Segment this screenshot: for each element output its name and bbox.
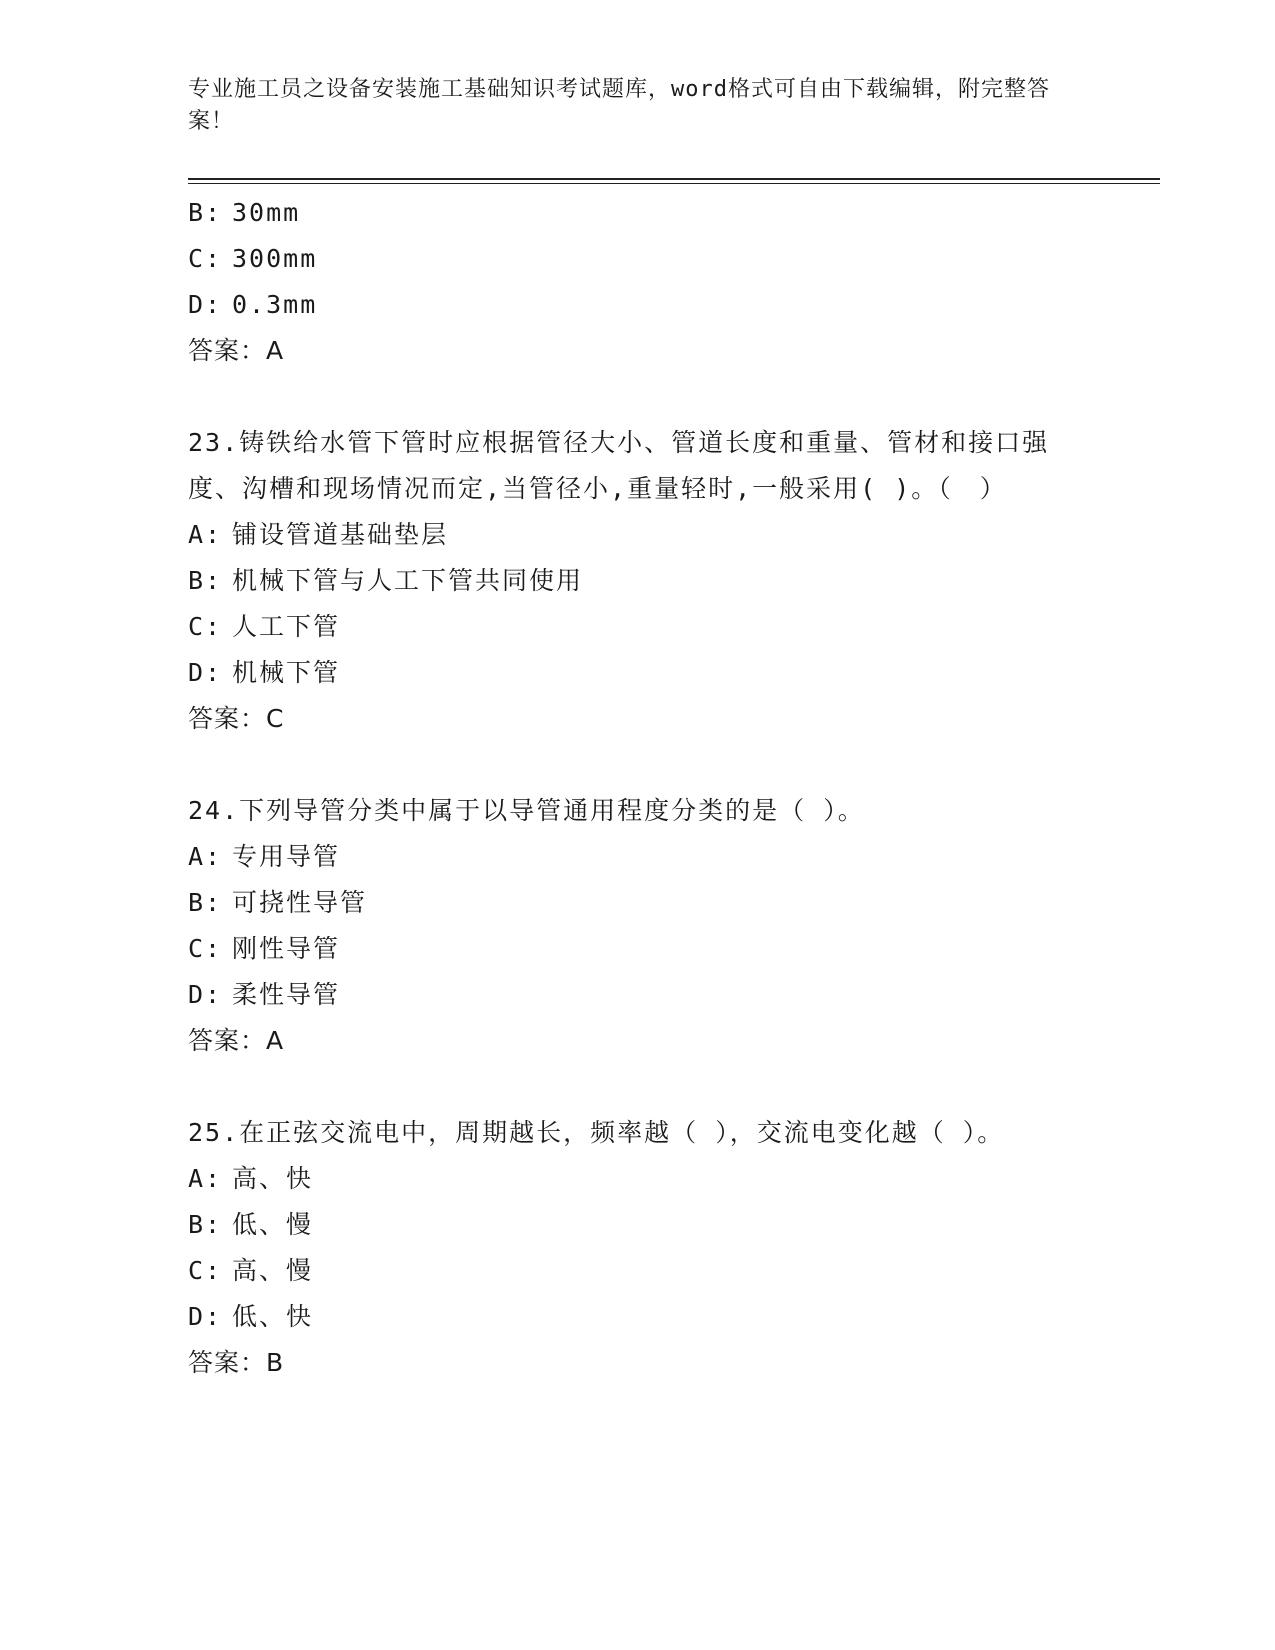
prev-question-block	[188, 190, 1088, 374]
question-list	[188, 190, 1088, 1386]
option-b: B: 30mm	[188, 198, 301, 227]
option-c: C: 高、慢	[188, 1256, 314, 1285]
question-stem: 24.下列导管分类中属于以导管通用程度分类的是（ ）。	[188, 796, 865, 825]
question-block-25	[188, 1110, 1088, 1386]
page-header: 专业施工员之设备安装施工基础知识考试题库，word格式可自由下载编辑，附完整答案！	[188, 77, 1050, 134]
header-divider	[188, 178, 1160, 180]
option-b: B: 低、慢	[188, 1210, 314, 1239]
option-a: A: 铺设管道基础垫层	[188, 520, 449, 549]
spacer	[188, 742, 1088, 788]
answer-line: 答案：A	[188, 1026, 285, 1055]
answer-line: 答案：B	[188, 1348, 285, 1377]
question-block-23	[188, 420, 1088, 742]
answer-line: 答案：A	[188, 336, 285, 365]
option-c: C: 刚性导管	[188, 934, 341, 963]
option-b: B: 机械下管与人工下管共同使用	[188, 566, 584, 595]
option-a: A: 高、快	[188, 1164, 314, 1193]
answer-line: 答案：C	[188, 704, 285, 733]
option-b: B: 可挠性导管	[188, 888, 368, 917]
option-c: C: 人工下管	[188, 612, 341, 641]
option-d: D: 机械下管	[188, 658, 341, 687]
option-d: D: 柔性导管	[188, 980, 341, 1009]
option-d: D: 0.3mm	[188, 290, 318, 319]
question-block-24	[188, 788, 1088, 1064]
question-stem: 25.在正弦交流电中，周期越长，频率越（ ），交流电变化越（ ）。	[188, 1118, 1005, 1147]
question-stem: 23.铸铁给水管下管时应根据管径大小、管道长度和重量、管材和接口强度、沟槽和现场情况而定,当管径小,重量轻时,一般采用( )。（ ）	[188, 428, 1050, 503]
option-d: D: 低、快	[188, 1302, 314, 1331]
spacer	[188, 374, 1088, 420]
header-divider-thin	[188, 183, 1160, 184]
spacer	[188, 1064, 1088, 1110]
option-a: A: 专用导管	[188, 842, 341, 871]
option-c: C: 300mm	[188, 244, 318, 273]
